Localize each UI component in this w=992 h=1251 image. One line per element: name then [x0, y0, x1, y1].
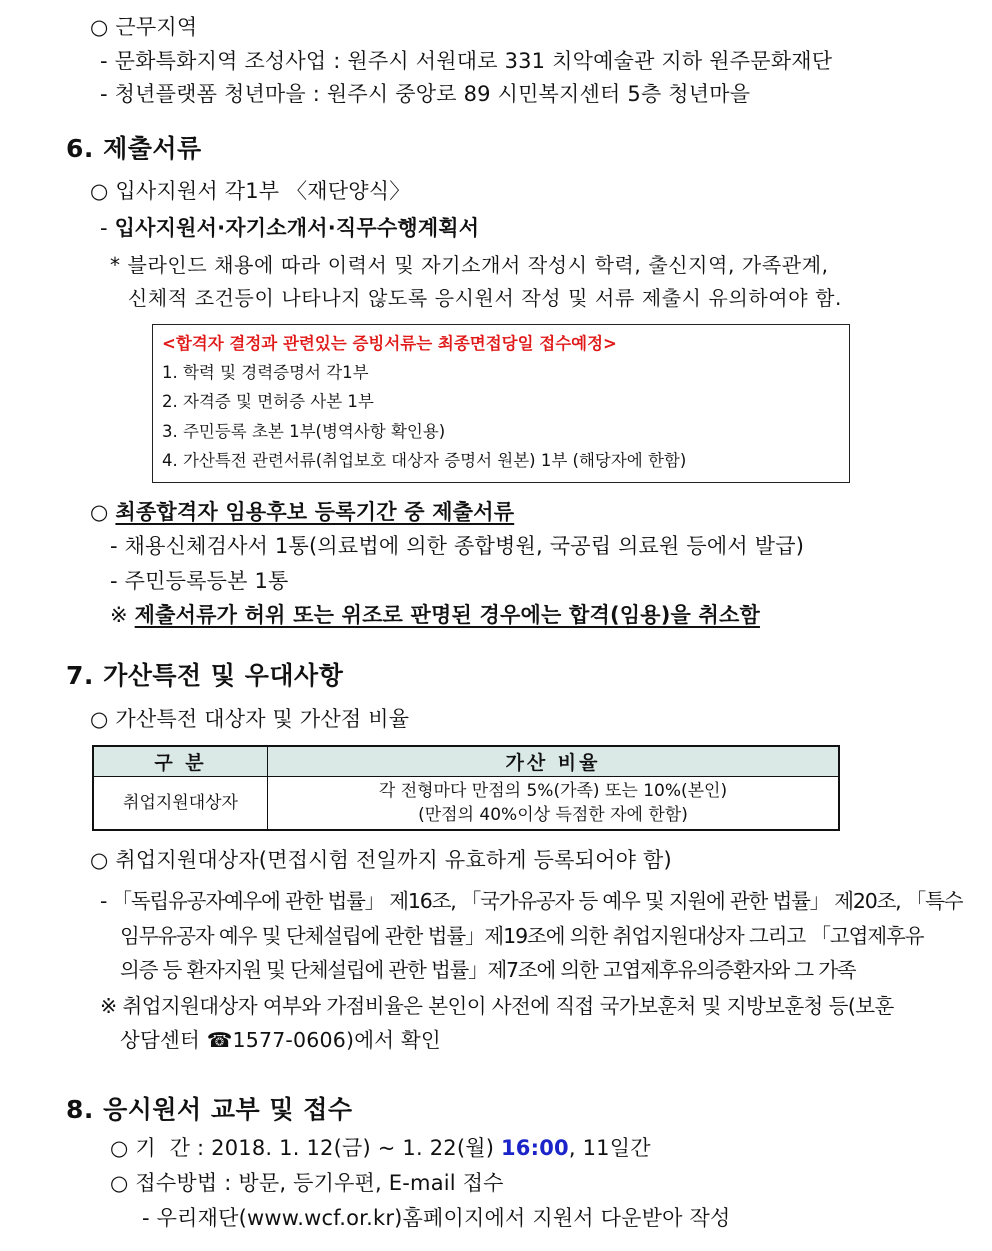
- required-docs-bold: 입사지원서·자기소개서·직무수행계획서: [114, 216, 480, 240]
- table-value-line-2: (만점의 40%이상 득점한 자에 한함): [418, 805, 688, 825]
- application-period: ○ 기 간 : 2018. 1. 12(금) ~ 1. 22(월) 16:00, 11일간: [110, 1136, 651, 1160]
- evidence-item: 2. 자격증 및 면허증 사본 1부: [162, 392, 374, 411]
- bonus-ratio-heading: ○ 가산특전 대상자 및 가산점 비율: [90, 707, 410, 731]
- cancellation-warning: ※ 제출서류가 허위 또는 위조로 판명된 경우에는 합격(임용)을 취소함: [110, 603, 760, 627]
- section-8-heading: 8. 응시원서 교부 및 접수: [66, 1095, 353, 1124]
- submission-method: ○ 접수방법 : 방문, 등기우편, E-mail 접수: [110, 1171, 504, 1195]
- law-reference-3: 의증 등 환자지원 및 단체설립에 관한 법률」제7조에 의한 고엽제후유의증환자와 그 가족: [120, 958, 856, 982]
- evidence-item: 3. 주민등록 초본 1부(병역사항 확인용): [162, 422, 446, 441]
- blind-hiring-note-2: 신체적 조건등이 나타나지 않도록 응시원서 작성 및 서류 제출시 유의하여야 함.: [128, 286, 842, 310]
- final-docs-item-1: - 채용신체검사서 1통(의료법에 의한 종합병원, 국공립 의료원 등에서 발급): [110, 534, 805, 558]
- table-cell-label: 취업지원대상자: [93, 777, 268, 831]
- required-docs-line: - 입사지원서·자기소개서·직무수행계획서: [100, 216, 480, 240]
- bonus-table: [92, 745, 840, 831]
- table-row: [93, 777, 839, 831]
- table-header-cell: 구 분: [93, 746, 268, 777]
- evidence-item: 1. 학력 및 경력증명서 각1부: [162, 363, 369, 382]
- work-location-item-1: - 문화특화지역 조성사업 : 원주시 서원대로 331 치악예술관 지하 원주문화재단: [100, 49, 833, 73]
- verification-note-1: ※ 취업지원대상자 여부와 가점비율은 본인이 사전에 직접 국가보훈처 및 지방보훈청 등(보훈: [100, 994, 894, 1018]
- section-6-heading: 6. 제출서류: [66, 134, 202, 163]
- table-header-row: [93, 746, 839, 777]
- eligible-heading: ○ 취업지원대상자(면접시험 전일까지 유효하게 등록되어야 함): [90, 848, 672, 872]
- work-location-heading: ○ 근무지역: [90, 15, 198, 39]
- table-header-cell: 가산 비율: [268, 746, 840, 777]
- application-form-line: ○ 입사지원서 각1부 〈재단양식〉: [90, 179, 411, 203]
- table-cell-value: [268, 777, 840, 831]
- final-docs-heading: ○ 최종합격자 임용후보 등록기간 중 제출서류: [90, 500, 515, 524]
- final-docs-heading-bold: 최종합격자 임용후보 등록기간 중 제출서류: [115, 500, 515, 524]
- final-docs-item-2: - 주민등록등본 1통: [110, 569, 289, 593]
- law-reference-2: 임무유공자 예우 및 단체설립에 관한 법률」제19조에 의한 취업지원대상자 그리고 「고엽제후유: [120, 924, 924, 948]
- cancellation-warning-bold: 제출서류가 허위 또는 위조로 판명된 경우에는 합격(임용)을 취소함: [134, 603, 760, 627]
- deadline-time: 16:00: [500, 1136, 569, 1160]
- evidence-item: 4. 가산특전 관련서류(취업보호 대상자 증명서 원본) 1부 (해당자에 한함): [162, 451, 687, 470]
- verification-note-2: 상담센터 ☎1577-0606)에서 확인: [120, 1028, 441, 1052]
- work-location-item-2: - 청년플랫폼 청년마을 : 원주시 중앙로 89 시민복지센터 5층 청년마을: [100, 82, 751, 106]
- evidence-box-title: <합격자 결정과 관련있는 증빙서류는 최종면접당일 접수예정>: [162, 334, 617, 353]
- blind-hiring-note-1: * 블라인드 채용에 따라 이력서 및 자기소개서 작성시 학력, 출신지역, 가족관계,: [110, 253, 829, 277]
- download-instruction: - 우리재단(www.wcf.or.kr)홈페이지에서 지원서 다운받아 작성: [142, 1206, 731, 1230]
- law-reference-1: - 「독립유공자예우에 관한 법률」 제16조, 「국가유공자 등 예우 및 지원에 관한 법률」 제20조, 「특수: [100, 889, 963, 913]
- evidence-docs-box: [152, 324, 850, 483]
- section-7-heading: 7. 가산특전 및 우대사항: [66, 661, 344, 690]
- table-value-line-1: 각 전형마다 만점의 5%(가족) 또는 10%(본인): [378, 781, 728, 801]
